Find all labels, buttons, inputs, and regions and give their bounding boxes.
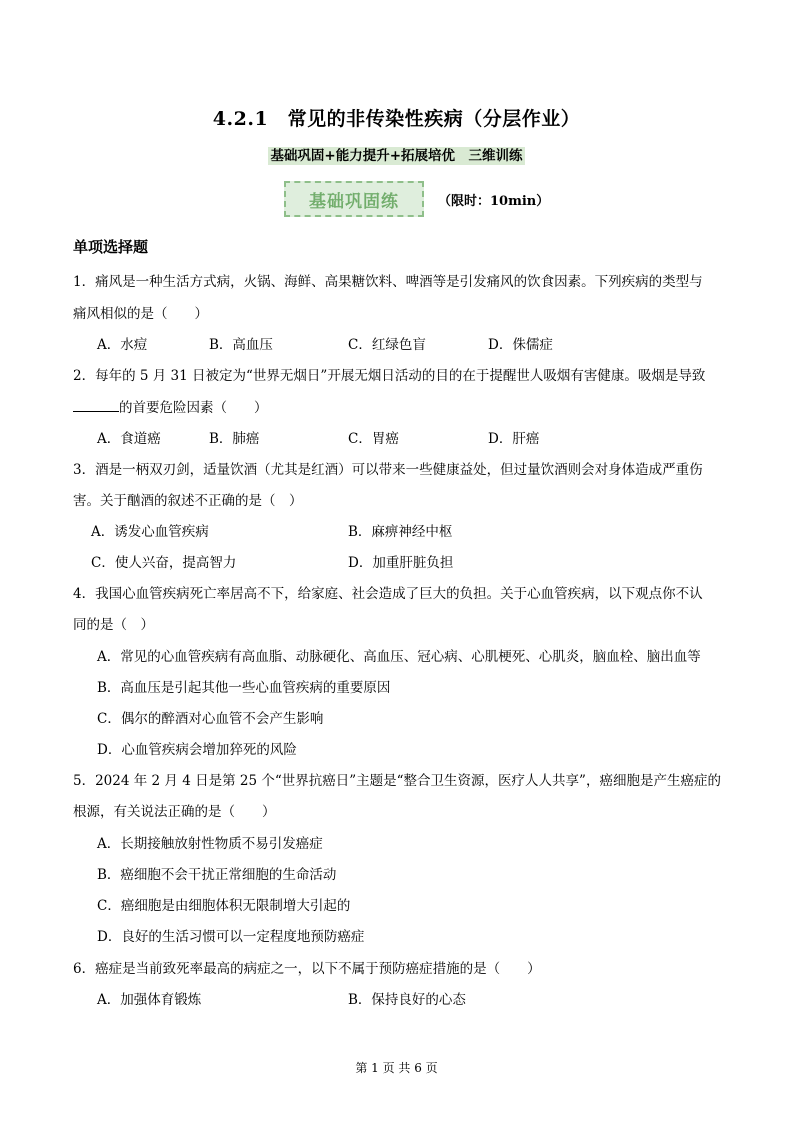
question-5-option-b: B．癌细胞不会干扰正常细胞的生命活动 [97, 867, 337, 883]
question-2-line-2 [73, 396, 268, 416]
question-4-line-1: 4．我国心血管疾病死亡率居高不下，给家庭、社会造成了巨大的负担。关于心血管疾病，以下观点你不认 [73, 586, 703, 602]
question-2-option-b: B．肺癌 [209, 431, 260, 447]
question-1-option-c: C．红绿色盲 [348, 337, 426, 353]
question-6-line-1: 6．癌症是当前致死率最高的病症之一，以下不属于预防癌症措施的是（ ） [73, 961, 541, 977]
time-limit: （限时：10min） [438, 194, 550, 209]
section-heading: 单项选择题 [73, 238, 149, 256]
question-2-option-a: A．食道癌 [97, 431, 161, 447]
page-footer: 第 1 页 共 6 页 [355, 1061, 438, 1075]
document-title: 4.2.1 常见的非传染性疾病（分层作业） [212, 108, 581, 130]
question-3-option-b: B．麻痹神经中枢 [348, 524, 453, 540]
question-3-option-d: D．加重肝脏负担 [348, 555, 454, 571]
question-5-option-a: A．长期接触放射性物质不易引发癌症 [97, 836, 323, 852]
question-4-option-b: B．高血压是引起其他一些心血管疾病的重要原因 [97, 680, 391, 696]
question-1-line-1: 1．痛风是一种生活方式病，火锅、海鲜、高果糖饮料、啤酒等是引发痛风的饮食因素。下列疾病的类型与 [73, 274, 703, 290]
question-6-option-b: B．保持良好的心态 [348, 992, 466, 1008]
question-1-line-2: 痛风相似的是（ ） [73, 306, 208, 322]
question-3-option-a: A．诱发心血管疾病 [91, 524, 209, 540]
question-1-option-b: B．高血压 [209, 337, 273, 353]
question-2-option-d: D．肝癌 [488, 431, 540, 447]
subtitle-text: 基础巩固+能力提升+拓展培优 三维训练 [270, 148, 523, 164]
section-badge [284, 181, 424, 217]
question-4-option-a: A．常见的心血管疾病有高血脂、动脉硬化、高血压、冠心病、心肌梗死、心肌炎，脑血栓、脑出血等 [97, 649, 701, 665]
question-3-line-2: 害。关于酗酒的叙述不正确的是（ ） [73, 493, 303, 509]
question-5-line-1: 5．2024 年 2 月 4 日是第 25 个“世界抗癌日”主题是“整合卫生资源，医疗人人共享”，癌细胞是产生癌症的 [73, 773, 721, 789]
answer-blank [73, 399, 119, 412]
question-3-line-1: 3．酒是一柄双刃剑，适量饮酒（尤其是红酒）可以带来一些健康益处，但过量饮酒则会对身体造成严重伤 [73, 462, 703, 478]
question-2-option-c: C．胃癌 [348, 431, 399, 447]
question-5-option-d: D．良好的生活习惯可以一定程度地预防癌症 [97, 929, 365, 945]
question-5-line-2: 根源，有关说法正确的是（ ） [73, 804, 276, 820]
question-4-line-2: 同的是（ ） [73, 617, 154, 633]
question-2-line-2-text: 的首要危险因素（ ） [119, 400, 268, 416]
badge-label: 基础巩固练 [309, 191, 399, 212]
question-4-option-d: D．心血管疾病会增加猝死的风险 [97, 742, 297, 758]
question-1-option-d: D．侏儒症 [488, 337, 553, 353]
question-1-option-a: A．水痘 [97, 337, 148, 353]
document-subtitle [0, 144, 793, 164]
question-6-option-a: A．加强体育锻炼 [97, 992, 202, 1008]
question-5-option-c: C．癌细胞是由细胞体积无限制增大引起的 [97, 898, 351, 914]
question-3-option-c: C．使人兴奋，提高智力 [91, 555, 237, 571]
question-4-option-c: C．偶尔的醉酒对心血管不会产生影响 [97, 711, 324, 727]
question-2-line-1: 2．每年的 5 月 31 日被定为“世界无烟日”开展无烟日活动的目的在于提醒世人吸烟有害健康。吸烟是导致 [73, 368, 706, 384]
